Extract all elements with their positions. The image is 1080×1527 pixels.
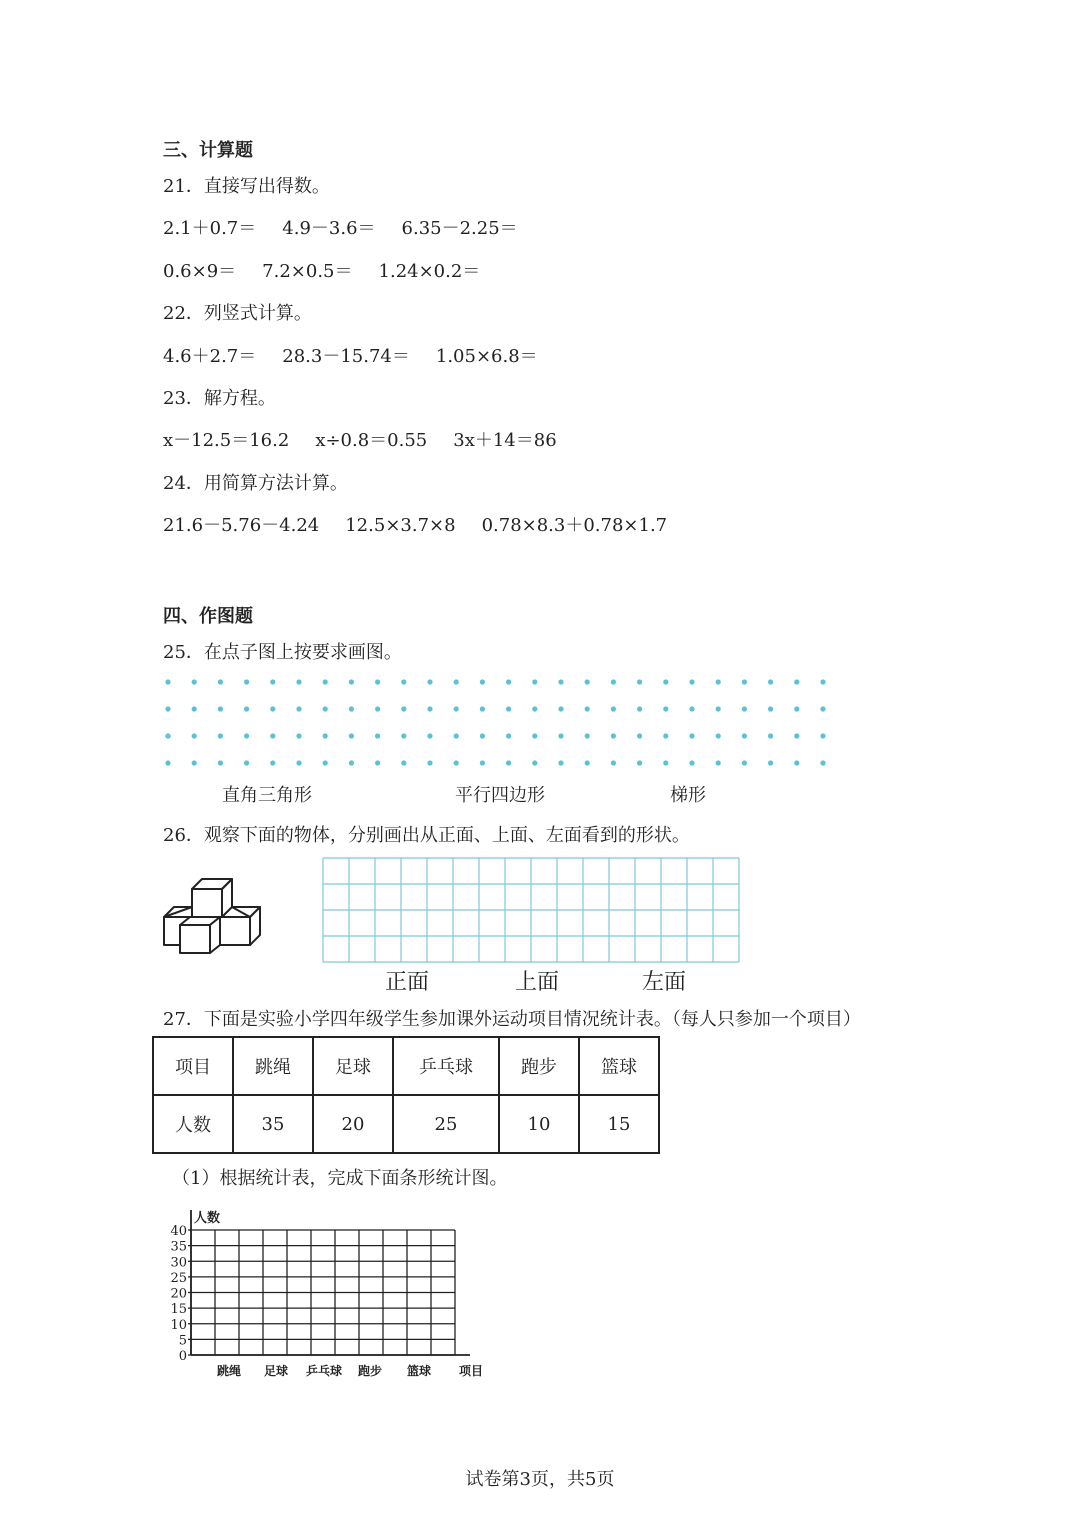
dot	[742, 733, 747, 738]
dot	[611, 679, 616, 684]
dot	[689, 733, 694, 738]
dot	[454, 706, 459, 711]
dot-grid-dots	[165, 679, 825, 765]
y-tick-label: 30	[170, 1255, 187, 1271]
dot	[637, 679, 642, 684]
dot	[401, 679, 406, 684]
dot	[794, 706, 799, 711]
dot	[165, 706, 170, 711]
q24-row1	[163, 511, 693, 537]
table-cell: 篮球	[579, 1037, 659, 1095]
label-left-view: 左面	[642, 970, 687, 995]
dot	[480, 679, 485, 684]
dot	[742, 706, 747, 711]
y-axis-label: 人数	[194, 1211, 221, 1226]
dot	[506, 760, 511, 765]
dot	[375, 733, 380, 738]
q24-expr: 21.6－5.76－4.24	[163, 515, 320, 536]
x-tick-label: 足球	[263, 1364, 289, 1378]
dot	[244, 733, 249, 738]
dot	[375, 679, 380, 684]
dot	[820, 733, 825, 738]
dot	[454, 733, 459, 738]
dot	[663, 679, 668, 684]
dot	[480, 760, 485, 765]
table-cell: 15	[579, 1095, 659, 1153]
dot	[165, 760, 170, 765]
dot	[349, 679, 354, 684]
dot	[558, 733, 563, 738]
dot	[192, 760, 197, 765]
dot	[716, 733, 721, 738]
dot	[637, 733, 642, 738]
y-tick-label: 10	[170, 1317, 187, 1333]
x-tick-label: 乒乓球	[305, 1364, 343, 1378]
dot	[558, 760, 563, 765]
y-tick-label: 15	[170, 1302, 187, 1318]
dot	[794, 733, 799, 738]
table-cell: 人数	[153, 1095, 233, 1153]
dot	[611, 760, 616, 765]
dot	[218, 706, 223, 711]
dot	[532, 679, 537, 684]
q21-expr: 7.2×0.5＝	[262, 261, 353, 282]
section-3-title: 三、计算题	[163, 140, 253, 161]
dot	[506, 733, 511, 738]
dot	[716, 679, 721, 684]
y-tick-label: 0	[178, 1349, 187, 1364]
question-25: 25．在点子图上按要求画图。	[163, 642, 402, 663]
dot	[192, 733, 197, 738]
question-27: 27．下面是实验小学四年级学生参加课外运动项目情况统计表。（每人只参加一个项目）	[163, 1009, 861, 1030]
table-cell: 跑步	[499, 1037, 579, 1095]
q21-expr: 4.9－3.6＝	[282, 218, 376, 239]
y-tick-label: 25	[170, 1270, 187, 1286]
dot	[820, 706, 825, 711]
dot	[532, 733, 537, 738]
table-cell: 项目	[153, 1037, 233, 1095]
dot	[689, 679, 694, 684]
sports-stats-table	[152, 1036, 660, 1154]
dot	[296, 679, 301, 684]
dot	[401, 760, 406, 765]
q23-expr: x－12.5＝16.2	[163, 430, 290, 451]
q23-expr: x÷0.8＝0.55	[315, 430, 428, 451]
dot	[794, 679, 799, 684]
y-tick-label: 5	[178, 1333, 187, 1349]
question-26: 26．观察下面的物体，分别画出从正面、上面、左面看到的形状。	[163, 825, 690, 846]
q22-expr: 28.3－15.74＝	[282, 346, 410, 367]
q21-row2	[163, 257, 506, 283]
dot	[585, 706, 590, 711]
q22-row1	[163, 342, 564, 368]
dot	[768, 733, 773, 738]
question-21: 21．直接写出得数。	[163, 176, 330, 197]
question-22: 22．列竖式计算。	[163, 303, 312, 324]
dot	[165, 733, 170, 738]
q21-expr: 2.1＋0.7＝	[163, 218, 257, 239]
q23-row1	[163, 426, 583, 452]
dot	[558, 706, 563, 711]
dot	[716, 706, 721, 711]
dot	[323, 706, 328, 711]
dot	[427, 760, 432, 765]
dot	[401, 706, 406, 711]
dot	[506, 679, 511, 684]
dot	[689, 760, 694, 765]
dot	[768, 760, 773, 765]
dot	[768, 706, 773, 711]
dot	[244, 760, 249, 765]
x-tick-label: 跳绳	[216, 1364, 242, 1378]
dot	[742, 679, 747, 684]
dot	[663, 760, 668, 765]
dot	[401, 733, 406, 738]
dot	[244, 679, 249, 684]
dot	[585, 760, 590, 765]
dot	[663, 706, 668, 711]
q22-expr: 4.6＋2.7＝	[163, 346, 257, 367]
q21-row1	[163, 214, 544, 240]
table-row	[153, 1095, 659, 1153]
dot	[611, 706, 616, 711]
dot	[349, 706, 354, 711]
q23-expr: 3x＋14＝86	[453, 430, 557, 451]
y-tick-label: 40	[170, 1224, 187, 1239]
dot	[454, 760, 459, 765]
dot	[270, 733, 275, 738]
table-cell: 10	[499, 1095, 579, 1153]
label-right-triangle: 直角三角形	[222, 785, 312, 806]
view-grid-lines	[323, 858, 739, 962]
y-tick-label: 20	[170, 1286, 187, 1302]
dot	[296, 760, 301, 765]
dot	[689, 706, 694, 711]
table-header-row	[153, 1037, 659, 1095]
dot	[323, 679, 328, 684]
dot	[427, 679, 432, 684]
dot	[244, 706, 249, 711]
x-axis-label: 项目	[458, 1364, 484, 1378]
dot	[637, 760, 642, 765]
dot	[585, 733, 590, 738]
label-parallelogram: 平行四边形	[455, 785, 545, 806]
y-tick-label: 35	[170, 1239, 187, 1255]
dot	[296, 733, 301, 738]
dot	[427, 733, 432, 738]
bar-chart-content	[170, 1210, 483, 1378]
dot	[637, 706, 642, 711]
dot	[165, 679, 170, 684]
dot	[270, 706, 275, 711]
dot	[506, 706, 511, 711]
dot	[192, 679, 197, 684]
dot	[742, 760, 747, 765]
dot	[375, 706, 380, 711]
dot	[270, 679, 275, 684]
section-4-title: 四、作图题	[163, 606, 253, 627]
label-top-view: 上面	[515, 970, 560, 995]
dot	[532, 706, 537, 711]
dot	[768, 679, 773, 684]
question-24: 24．用简算方法计算。	[163, 473, 348, 494]
q21-expr: 0.6×9＝	[163, 261, 237, 282]
dot	[532, 760, 537, 765]
question-27-sub1: （1）根据统计表，完成下面条形统计图。	[172, 1168, 508, 1189]
x-tick-label: 跑步	[357, 1364, 383, 1378]
q21-expr: 6.35－2.25＝	[401, 218, 518, 239]
dot	[663, 733, 668, 738]
label-trapezoid: 梯形	[670, 785, 706, 806]
dot	[323, 733, 328, 738]
dot-grid	[155, 668, 835, 778]
table-cell: 35	[233, 1095, 313, 1153]
dot	[218, 733, 223, 738]
q24-expr: 12.5×3.7×8	[345, 515, 456, 536]
dot	[454, 679, 459, 684]
dot	[820, 760, 825, 765]
dot	[716, 760, 721, 765]
label-front-view: 正面	[385, 970, 430, 995]
dot	[349, 733, 354, 738]
page-footer: 试卷第3页，共5页	[465, 1469, 615, 1490]
table-cell: 跳绳	[233, 1037, 313, 1095]
q22-expr: 1.05×6.8＝	[435, 346, 538, 367]
dot	[375, 760, 380, 765]
dot	[820, 679, 825, 684]
dot	[480, 733, 485, 738]
dot	[558, 679, 563, 684]
table-cell: 25	[393, 1095, 499, 1153]
table-cell: 乒乓球	[393, 1037, 499, 1095]
q21-expr: 1.24×0.2＝	[378, 261, 481, 282]
dot	[480, 706, 485, 711]
dot	[218, 760, 223, 765]
dot	[611, 733, 616, 738]
dot	[270, 760, 275, 765]
dot	[192, 706, 197, 711]
dot	[585, 679, 590, 684]
dot	[794, 760, 799, 765]
view-grid	[322, 857, 742, 963]
bar-chart	[165, 1200, 505, 1385]
table-cell: 足球	[313, 1037, 393, 1095]
q24-expr: 0.78×8.3＋0.78×1.7	[481, 515, 668, 536]
dot	[427, 706, 432, 711]
dot	[323, 760, 328, 765]
question-23: 23．解方程。	[163, 388, 276, 409]
dot	[218, 679, 223, 684]
table-cell: 20	[313, 1095, 393, 1153]
dot	[296, 706, 301, 711]
dot	[349, 760, 354, 765]
x-tick-label: 篮球	[406, 1364, 432, 1378]
cube-stack-figure	[160, 875, 270, 955]
